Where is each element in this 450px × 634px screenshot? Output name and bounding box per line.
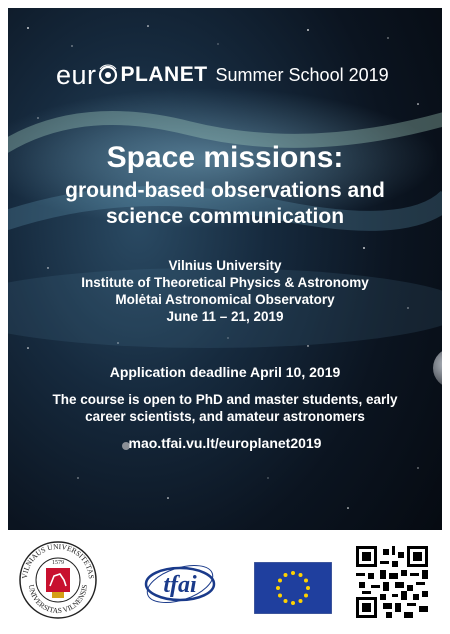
europlanet-o-icon (97, 64, 119, 86)
europlanet-header (56, 60, 389, 90)
vilnius-university-seal (18, 540, 98, 620)
venue-observatory: Molėtai Astronomical Observatory (115, 292, 335, 307)
seal-year: 1579 (52, 560, 64, 566)
page-subtitle (8, 178, 442, 230)
course-description (8, 391, 442, 425)
event-dates: June 11 – 21, 2019 (166, 309, 284, 324)
poster (8, 8, 442, 626)
brand-suffix: PLANET (120, 63, 208, 86)
qr-code[interactable] (356, 546, 428, 618)
eu-flag (254, 562, 332, 614)
course-line-1: The course is open to PhD and master students, early (52, 392, 398, 407)
seal-text-top: VILNIAUS UNIVERSITETAS (19, 541, 97, 580)
venue-institute: Institute of Theoretical Physics & Astronomy (81, 275, 369, 290)
course-line-2: career scientists, and amateur astronomers (85, 409, 365, 424)
logo-strip (8, 530, 442, 626)
page-title: Space missions: (106, 141, 344, 174)
website-link[interactable]: mao.tfai.vu.lt/europlanet2019 (128, 435, 322, 451)
brand-prefix: eur (56, 59, 97, 90)
event-name: Summer School 2019 (215, 64, 389, 85)
tfai-text: tfai (163, 572, 197, 598)
subtitle-line-2: science communication (105, 205, 345, 228)
application-deadline: Application deadline April 10, 2019 (109, 364, 341, 380)
subtitle-line-1: ground-based observations and (65, 179, 385, 202)
tfai-logo (140, 556, 220, 608)
vytis-shield-icon (46, 568, 70, 592)
venue-university: Vilnius University (168, 258, 282, 273)
venue-block (8, 257, 442, 325)
seal-text-bottom: UNIVERSITAS VILNENSIS (26, 584, 90, 616)
